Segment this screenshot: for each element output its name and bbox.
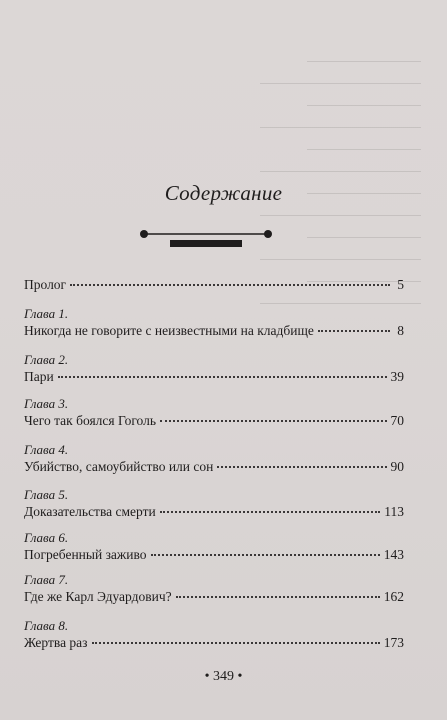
page-number: • 349 • [204,669,243,684]
chapter-label: Глава 3. [24,396,69,411]
entry-title: Пари [24,369,54,384]
toc-entry-chapter-3[interactable] [24,396,404,442]
chapter-label: Глава 5. [24,487,69,502]
toc-entry-chapter-7[interactable] [24,572,404,618]
chapter-label: Глава 2. [24,352,69,367]
entry-page: 90 [390,459,404,474]
entry-page: 70 [390,413,404,428]
dot-leader [92,641,380,644]
toc-entry-chapter-8[interactable] [24,618,404,664]
dot-leader [318,329,390,332]
entry-page: 113 [384,504,404,519]
dot-leader [217,465,386,468]
toc-entry-chapter-5[interactable] [24,487,404,533]
entry-title: Никогда не говорите с неизвестными на кладбище [24,323,314,338]
chapter-label: Глава 6. [24,530,69,545]
entry-page: 162 [383,589,404,604]
dot-leader [151,553,380,556]
toc-entry-chapter-6[interactable] [24,530,404,576]
toc-entry-chapter-2[interactable] [24,352,404,398]
entry-page: 8 [397,323,404,338]
entry-title: Убийство, самоубийство или сон [24,459,214,474]
entry-title: Где же Карл Эдуардович? [24,589,172,604]
chapter-label: Глава 8. [24,618,69,633]
entry-page: 173 [383,635,404,650]
chapter-label: Глава 4. [24,442,69,457]
chapter-label: Глава 1. [24,306,69,321]
entry-title: Чего так боялся Гоголь [24,413,157,428]
entry-title: Пролог [24,277,67,292]
contents-title: Содержание [164,181,283,205]
entry-title: Погребенный заживо [24,547,147,562]
dot-leader [176,595,380,598]
toc-entry-chapter-1[interactable] [24,306,404,352]
chapter-label: Глава 7. [24,572,69,587]
entry-title: Доказательства смерти [24,504,156,519]
title-ornament [138,226,274,250]
dot-leader [58,375,387,378]
entry-page: 5 [397,277,404,292]
dot-leader [70,283,390,286]
dot-leader [160,510,381,513]
toc-entry-chapter-4[interactable] [24,442,404,488]
entry-title: Жертва раз [24,635,88,650]
entry-page: 143 [383,547,404,562]
dot-leader [160,419,386,422]
entry-page: 39 [390,369,404,384]
